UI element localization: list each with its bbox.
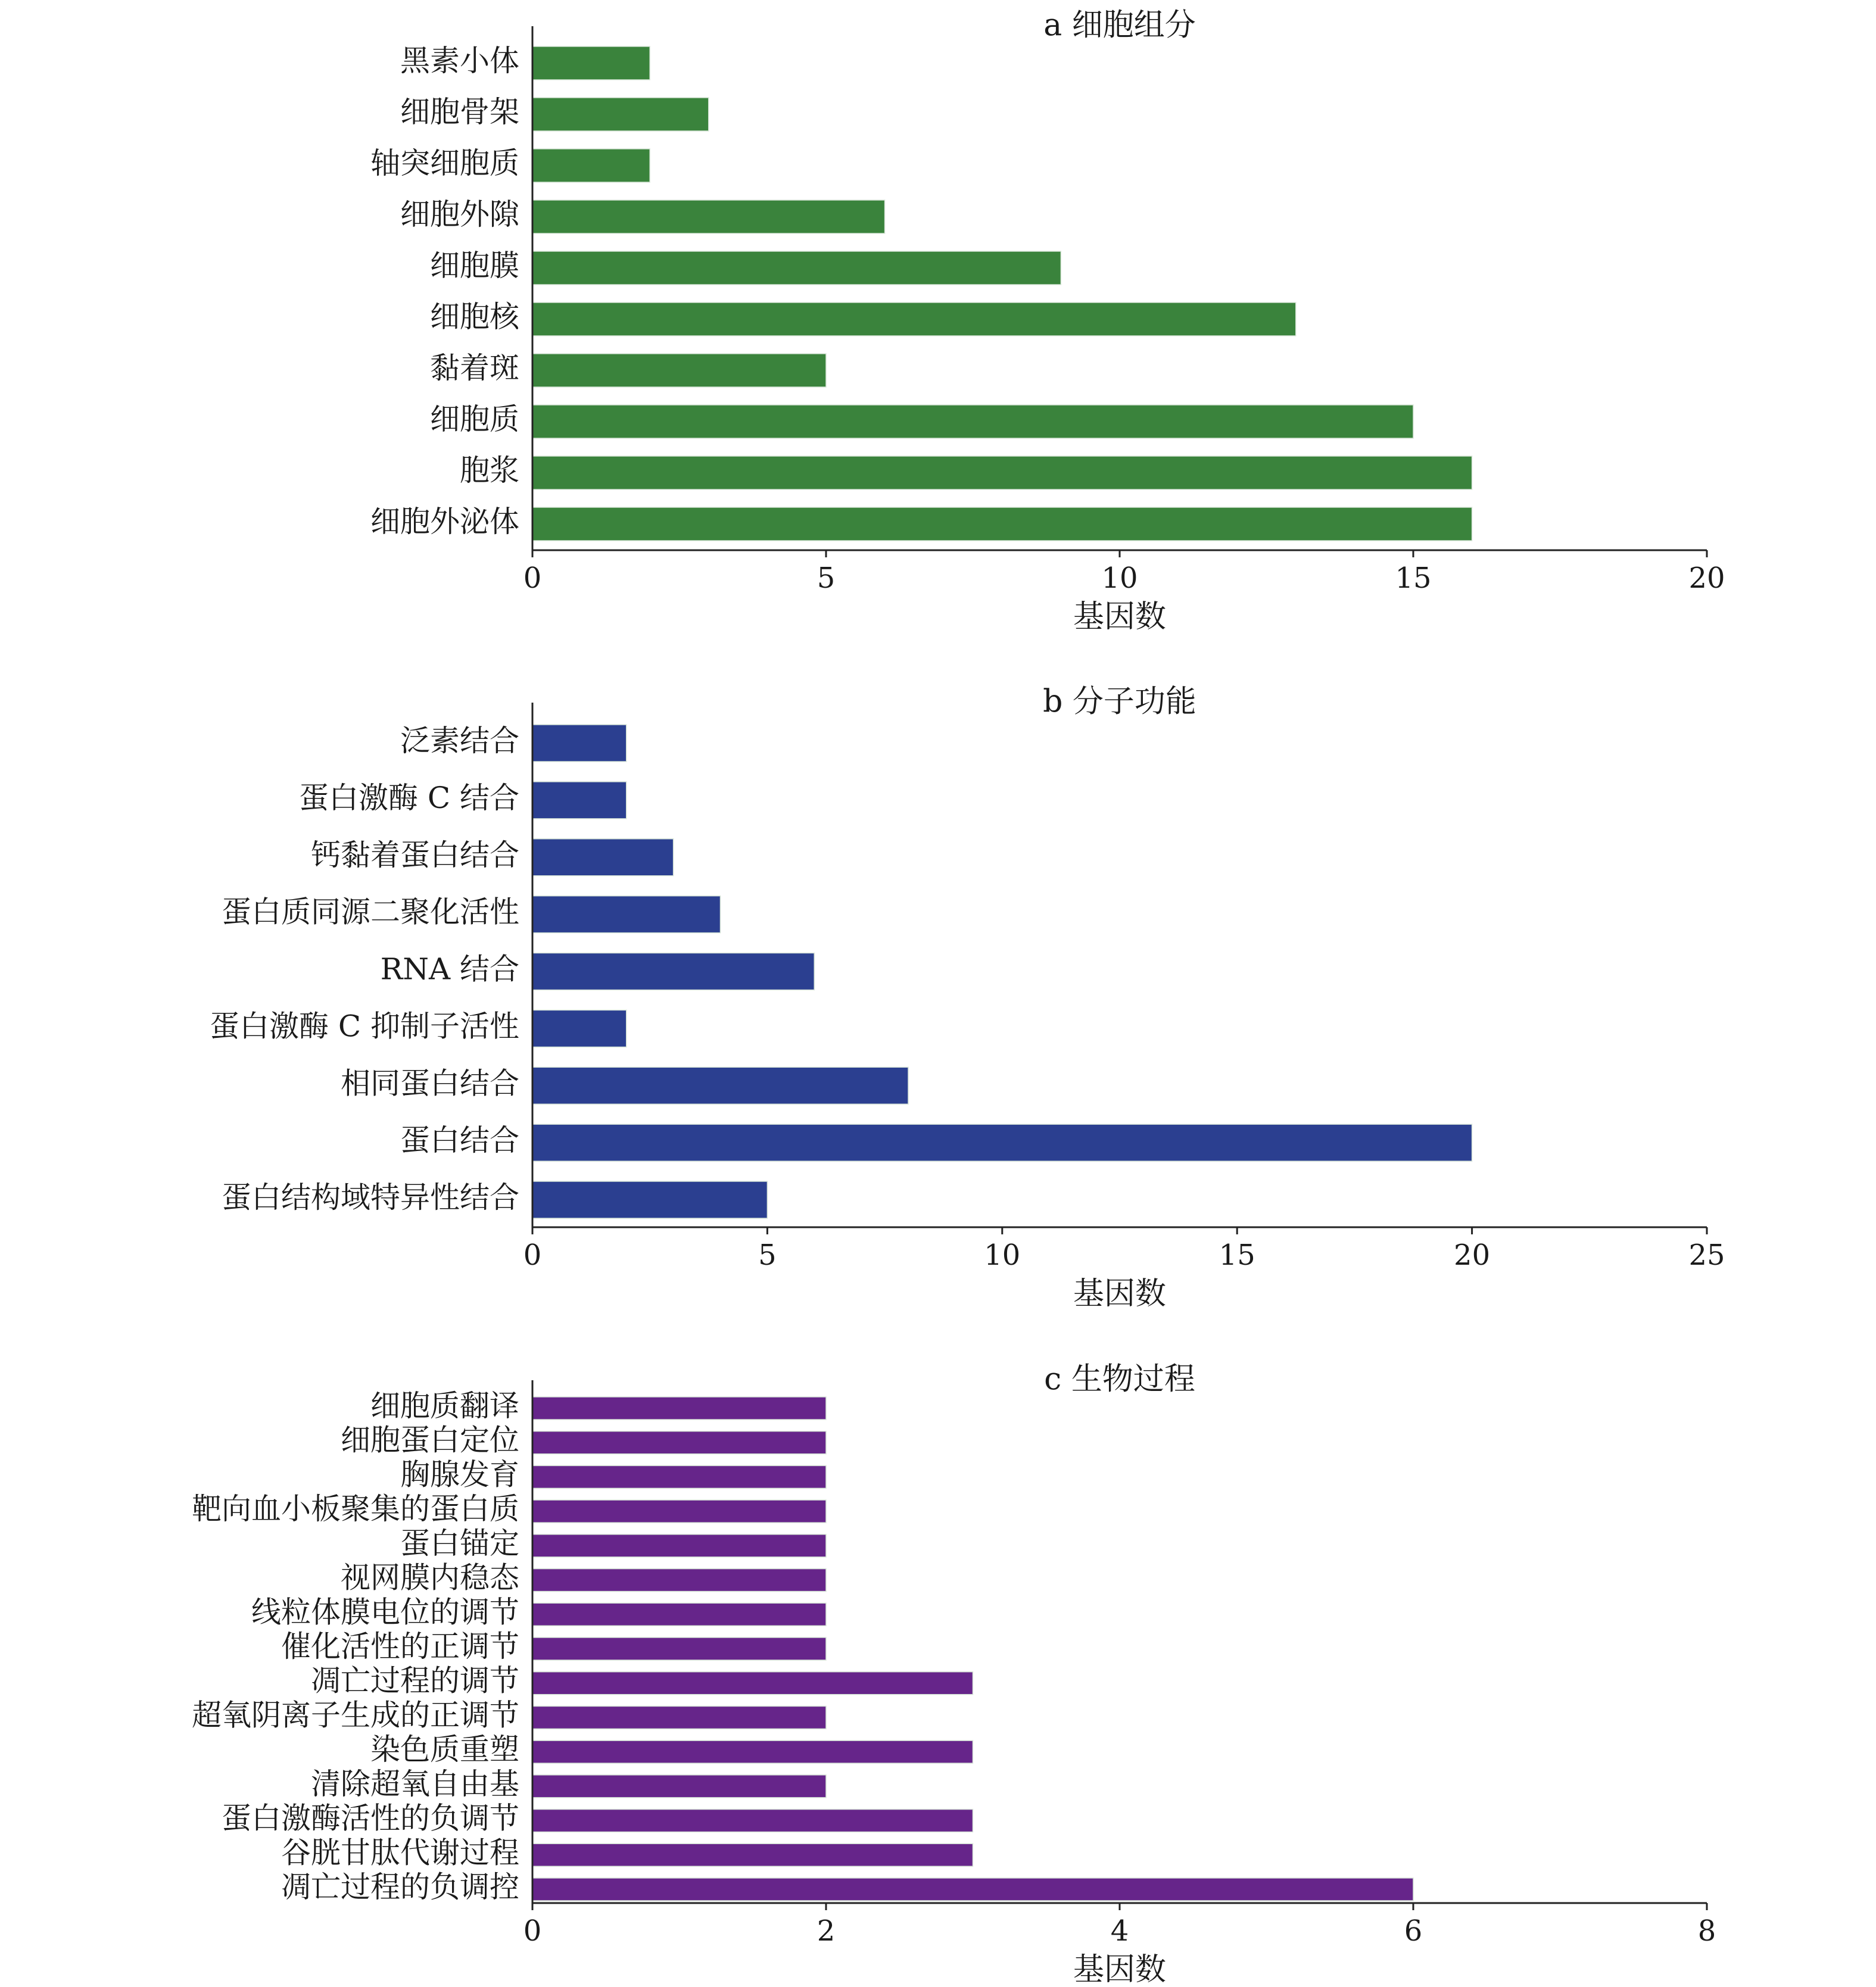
panel-c-category-label: 细胞蛋白定位 [341,1423,519,1458]
panel-b-category-label: 蛋白激酶 C 抑制子活性 [209,1009,519,1044]
panel-b-category-label: 相同蛋白结合 [341,1066,519,1101]
panel-c-x-tick-label: 2 [817,1914,836,1948]
panel-c-bar [532,1603,826,1626]
panel-c-bar [532,1397,826,1420]
panel-c-category-label: 视网膜内稳态 [341,1560,519,1595]
panel-b-category-label: 蛋白激酶 C 结合 [298,780,519,815]
panel-a-x-tick-label: 10 [1101,562,1138,595]
panel-a-x-tick-label: 5 [817,562,836,595]
panel-c-x-tick-label: 0 [523,1914,542,1948]
panel-a-bar [532,507,1472,541]
panel-c-bar [532,1431,826,1454]
panel-b-x-tick-label: 15 [1219,1239,1255,1272]
panel-c-bar [532,1810,973,1832]
panel-b-x-tick-label: 0 [523,1239,542,1272]
panel-a-x-tick-label: 0 [523,562,542,595]
panel-a-title: a 细胞组分 [1043,7,1196,43]
panel-b-bar [532,1010,627,1047]
panel-a-category-label: 黏着斑 [430,351,519,385]
panel-c-bar [532,1775,826,1798]
panel-a-bar [532,200,885,233]
panel-b-bar [532,839,674,876]
panel-c-bar [532,1740,973,1763]
panel-c-category-label: 蛋白锚定 [400,1526,519,1561]
panel-c-category-label: 细胞质翻译 [370,1389,519,1423]
panel-b-x-tick-label: 5 [758,1239,777,1272]
panel-b-bar [532,782,627,819]
panel-b-category-label: RNA 结合 [380,952,519,987]
panel-b-category-label: 钙黏着蛋白结合 [311,837,519,872]
panel-a-x-axis-title: 基因数 [1073,599,1167,635]
panel-b-title: b 分子功能 [1043,684,1196,720]
panel-a-category-label: 细胞核 [430,300,519,334]
panel-c-bar [532,1843,973,1866]
panel-b-molecular-function [210,684,1725,1312]
panel-b-bar [532,1067,908,1104]
panel-c-bar [532,1500,826,1523]
panel-b-bar [532,725,627,762]
panel-b-bar [532,1181,767,1218]
panel-c-category-label: 超氧阴离子生成的正调节 [192,1698,519,1733]
panel-b-category-label: 蛋白质同源二聚化活性 [222,894,519,929]
panel-a-x-tick-label: 20 [1688,562,1725,595]
panel-c-biological-process [192,1362,1716,1987]
panel-c-x-axis-title: 基因数 [1073,1952,1167,1987]
panel-b-x-axis-title: 基因数 [1073,1276,1167,1312]
panel-a-cellular-component [370,8,1725,635]
panel-a-bar [532,456,1472,489]
panel-c-category-label: 凋亡过程的负调控 [281,1870,519,1904]
panel-a-x-tick-label: 15 [1395,562,1432,595]
panel-a-category-label: 细胞质 [430,402,519,436]
panel-b-x-tick-label: 25 [1688,1239,1725,1272]
panel-c-bar [532,1534,826,1557]
panel-a-category-label: 胞浆 [460,453,519,488]
panel-c-category-label: 靶向血小板聚集的蛋白质 [192,1492,519,1527]
panel-c-category-label: 染色质重塑 [370,1732,519,1767]
panel-a-bar [532,98,709,131]
panel-a-category-label: 细胞骨架 [400,95,519,129]
panel-a-category-label: 轴突细胞质 [370,146,519,180]
panel-a-category-label: 细胞外隙 [400,197,519,232]
panel-a-bar [532,405,1413,438]
panel-c-bar [532,1569,826,1592]
panel-a-category-label: 细胞膜 [430,248,519,283]
panel-a-category-label: 黑素小体 [400,43,519,78]
panel-c-category-label: 蛋白激酶活性的负调节 [222,1801,519,1836]
panel-a-bar [532,46,650,80]
panel-c-category-label: 清除超氧自由基 [311,1766,519,1801]
panel-b-bar [532,953,814,990]
panel-c-x-tick-label: 4 [1110,1914,1129,1948]
panel-a-bar [532,354,826,387]
panel-c-bar [532,1637,826,1660]
panel-b-bar [532,896,721,933]
panel-a-bar [532,302,1296,336]
panel-b-category-label: 蛋白结构域特异性结合 [222,1180,519,1215]
panel-c-category-label: 凋亡过程的调节 [311,1663,519,1698]
panel-b-x-tick-label: 10 [984,1239,1021,1272]
panel-c-x-tick-label: 6 [1404,1914,1423,1948]
panel-c-category-label: 谷胱甘肽代谢过程 [281,1835,519,1870]
panel-c-category-label: 胸腺发育 [400,1457,519,1492]
panel-a-category-label: 细胞外泌体 [370,504,519,539]
panel-c-bar [532,1878,1413,1901]
panel-c-category-label: 线粒体膜电位的调节 [251,1595,519,1630]
panel-c-title: c 生物过程 [1044,1361,1195,1398]
panel-c-bar [532,1672,973,1695]
panel-c-bar [532,1465,826,1488]
panel-c-bar [532,1706,826,1729]
panel-b-x-tick-label: 20 [1454,1239,1491,1272]
panel-a-bar [532,251,1061,285]
panel-b-bar [532,1124,1472,1161]
panel-a-bar [532,149,650,182]
panel-b-category-label: 蛋白结合 [400,1123,519,1158]
panel-c-x-tick-label: 8 [1697,1914,1716,1948]
panel-b-category-label: 泛素结合 [400,723,519,758]
panel-c-category-label: 催化活性的正调节 [281,1629,519,1664]
